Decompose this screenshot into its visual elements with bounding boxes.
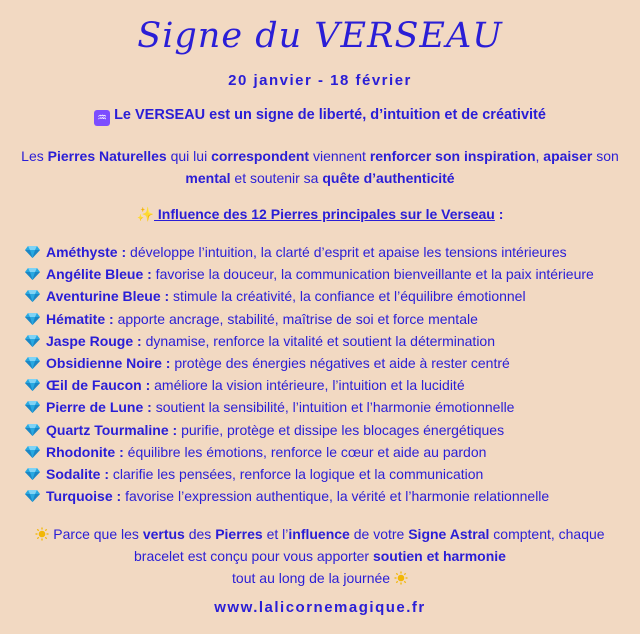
intro-bold: Pierres Naturelles xyxy=(47,148,167,164)
stone-name: Hématite : xyxy=(46,310,114,327)
date-range: 20 janvier - 18 février xyxy=(228,72,412,89)
list-item xyxy=(25,463,625,485)
closing-text: de votre xyxy=(349,526,409,542)
stone-name: Améthyste : xyxy=(46,244,127,260)
stone-description: favorise la douceur, la communication bienveillante et la paix intérieure xyxy=(151,266,594,283)
stone-name: Pierre de Lune : xyxy=(46,399,152,416)
sun-icon xyxy=(394,571,408,585)
stone-name: Obsidienne Noire : xyxy=(46,354,171,371)
gem-icon xyxy=(25,424,40,436)
stone-name: Quartz Tourmaline : xyxy=(46,421,178,438)
intro-text: , xyxy=(535,148,544,164)
influence-suffix: : xyxy=(494,206,504,222)
stone-description: clarifie les pensées, renforce la logique et la communication xyxy=(109,465,484,482)
intro-text: et soutenir sa xyxy=(230,170,323,186)
intro-bold: quête d’authenticité xyxy=(322,170,455,186)
sparkles-icon: ✨ xyxy=(136,206,155,222)
stone-name: Rhodonite : xyxy=(46,443,124,460)
list-item xyxy=(25,330,625,352)
list-item xyxy=(25,241,625,263)
list-item xyxy=(25,285,625,307)
list-item xyxy=(25,374,625,396)
intro-bold: mental xyxy=(185,170,231,186)
list-item xyxy=(25,396,625,418)
list-item xyxy=(25,419,625,441)
closing-bold: soutien et harmonie xyxy=(372,548,506,564)
gem-icon xyxy=(25,379,40,391)
closing-text: et l’ xyxy=(262,526,289,542)
stone-description: améliore la vision intérieure, l’intuition et la lucidité xyxy=(150,377,465,394)
gem-icon xyxy=(25,335,40,347)
closing-paragraph xyxy=(20,523,620,589)
gem-icon xyxy=(25,401,40,413)
stone-name: Angélite Bleue : xyxy=(46,266,152,283)
stone-description: soutient la sensibilité, l’intuition et l’harmonie émotionnelle xyxy=(151,399,515,416)
intro-text: son xyxy=(592,148,619,164)
website-link[interactable]: www.lalicornemagique.fr xyxy=(214,599,426,616)
intro-text: qui lui xyxy=(166,148,212,164)
gem-icon xyxy=(25,268,40,280)
intro-paragraph xyxy=(20,145,620,189)
closing-text: bracelet est conçu pour vous apporter xyxy=(134,548,373,564)
stone-description: stimule la créativité, la confiance et l’équilibre émotionnel xyxy=(169,288,526,305)
intro-text: viennent xyxy=(309,148,370,164)
gem-icon xyxy=(25,246,40,258)
closing-text: Parce que les xyxy=(49,526,143,542)
stone-name: Jaspe Rouge : xyxy=(46,332,142,349)
gem-icon xyxy=(25,490,40,502)
influence-heading xyxy=(0,206,640,223)
gem-icon xyxy=(25,357,40,369)
gem-icon xyxy=(25,290,40,302)
stone-description: protège des énergies négatives et aide à rester centré xyxy=(170,354,510,371)
influence-title: Influence des 12 Pierres principales sur le Verseau xyxy=(154,206,495,222)
stone-description: développe l’intuition, la clarté d’esprit et apaise les tensions intérieures xyxy=(126,244,567,260)
page-title: Signe du VERSEAU xyxy=(137,16,503,56)
list-item xyxy=(25,308,625,330)
closing-bold: vertus xyxy=(142,526,185,542)
stone-name: Sodalite : xyxy=(46,465,110,482)
aquarius-icon: ♒ xyxy=(94,110,110,126)
headline xyxy=(0,107,640,126)
stone-description: purifie, protège et dissipe les blocages énergétiques xyxy=(177,421,505,438)
stone-name: Œil de Faucon : xyxy=(46,377,151,394)
list-item xyxy=(25,441,625,463)
sun-icon xyxy=(35,527,49,541)
closing-text: comptent, chaque xyxy=(489,526,605,542)
intro-text: Les xyxy=(21,148,48,164)
closing-text: tout au long de la journée xyxy=(232,570,394,586)
intro-bold: correspondent xyxy=(211,148,310,164)
closing-bold: Pierres xyxy=(215,526,263,542)
headline-text: Le VERSEAU est un signe de liberté, d’intuition et de créativité xyxy=(114,107,546,123)
intro-bold: renforcer son inspiration xyxy=(369,148,536,164)
list-item xyxy=(25,263,625,285)
intro-bold: apaiser xyxy=(543,148,593,164)
stone-name: Aventurine Bleue : xyxy=(46,288,170,305)
list-item xyxy=(25,485,625,507)
list-item xyxy=(25,352,625,374)
stone-name: Turquoise : xyxy=(46,488,122,505)
stone-description: dynamise, renforce la vitalité et soutient la détermination xyxy=(141,332,495,349)
gem-icon xyxy=(25,446,40,458)
stone-description: équilibre les émotions, renforce le cœur et aide au pardon xyxy=(123,443,487,460)
closing-bold: influence xyxy=(288,526,350,542)
stone-description: apporte ancrage, stabilité, maîtrise de soi et force mentale xyxy=(113,310,478,327)
gem-icon xyxy=(25,313,40,325)
closing-bold: Signe Astral xyxy=(408,526,490,542)
gem-icon xyxy=(25,468,40,480)
closing-text: des xyxy=(184,526,216,542)
stone-description: favorise l’expression authentique, la vérité et l’harmonie relationnelle xyxy=(121,488,550,505)
stone-list xyxy=(25,241,625,507)
